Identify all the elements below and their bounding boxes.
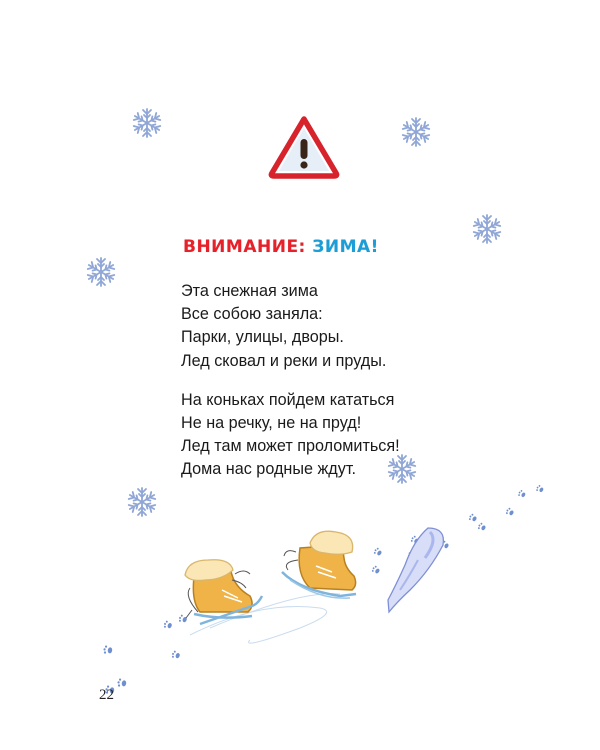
- page-title: [183, 237, 379, 257]
- ice-skate-left: [185, 560, 262, 624]
- snowflake-icon: [470, 212, 504, 246]
- poem-line: На коньках пойдем кататься: [181, 390, 395, 409]
- poem-line: Лед сковал и реки и пруды.: [181, 351, 387, 370]
- winter-illustration: [90, 480, 560, 700]
- poem-line: Эта снежная зима: [181, 282, 318, 300]
- poem-line: Лед там может проломиться!: [181, 437, 400, 456]
- poem-line: Все собою заняла:: [181, 305, 323, 324]
- warning-triangle-icon: [268, 115, 340, 179]
- title-winter-word: ЗИМА!: [312, 237, 379, 257]
- title-warning-word: ВНИМАНИЕ:: [183, 237, 306, 257]
- poem-stanza: [181, 280, 400, 373]
- snowflake-icon: [399, 115, 433, 149]
- animal-footprints: [103, 484, 545, 694]
- poem: [181, 280, 400, 498]
- poem-stanza: [181, 389, 400, 482]
- page-number: 22: [99, 687, 114, 703]
- poem-line: Парки, улицы, дворы.: [181, 328, 344, 347]
- snowflake-icon: [84, 255, 118, 289]
- poem-line: Дома нас родные ждут.: [181, 460, 356, 479]
- ice-skate-right: [282, 531, 356, 598]
- poem-line: Не на речку, не на пруд!: [181, 414, 362, 433]
- snowflake-icon: [130, 106, 164, 140]
